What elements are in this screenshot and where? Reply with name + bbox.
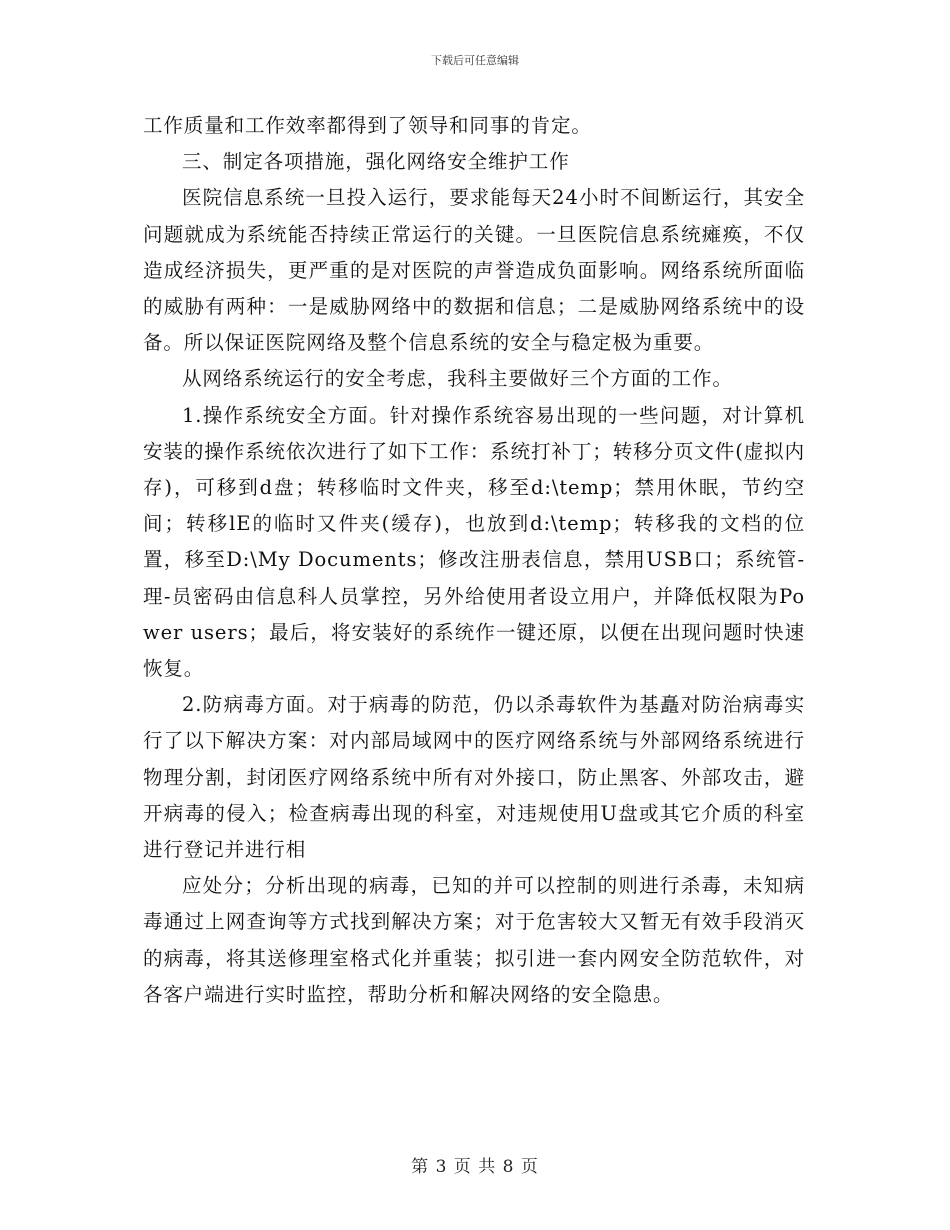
document-body: [143, 108, 805, 1013]
paragraph-1: 工作质量和工作效率都得到了领导和同事的肯定。: [143, 114, 592, 137]
page-number: [0, 1152, 950, 1177]
page-header: 下载后可任意编辑: [431, 54, 519, 67]
section-heading: 三、制定各项措施，强化网络安全维护工作: [182, 150, 570, 174]
paragraph-3: 医院信息系统一旦投入运行，要求能每天24小时不间断运行，其安全问题就成为系统能否持续正常运行的关键。一旦医院信息系统瘫痪，不仅造成经济损失，更严重的是对医院的声誉造成负面影响。网络系统所面临的威胁有两种：一是威胁网络中的数据和信息；二是威胁网络系统中的设备。所以保证医院网络及整个信息系统的安全与稳定极为重要。: [143, 186, 805, 355]
paragraph-antivirus: 2.防病毒方面。对于病毒的防范，仍以杀毒软件为基矗对防治病毒实行了以下解决方案：对内部局域网中的医疗网络系统与外部网络系统进行物理分割，封闭医疗网络系统中所有对外接口，防止黑客、外部攻击，避开病毒的侵入；检查病毒出现的科室，对违规使用U盘或其它介质的科室进行登记并进行相: [143, 693, 805, 862]
paragraph-os-security: 1.操作系统安全方面。针对操作系统容易出现的一些问题，对计算机安装的操作系统依次进行了如下工作：系统打补丁；转移分页文件(虚拟内存)，可移到d盘；转移临时文件夹，移至d:\temp；禁用休眠，节约空间；转移lE的临时又件夹(缓存)，也放到d:\temp；转移我的文档的位置，移至D:\My Documents；修改注册表信息，禁用USB口；系统管-理-员密码由信息科人员掌控，另外给使用者设立用户，并降低权限为Power users；最后，将安装好的系统作一键还原，以便在出现问题时快速恢复。: [143, 403, 805, 681]
paragraph-7: 应处分；分析出现的病毒，已知的并可以控制的则进行杀毒，未知病毒通过上网查询等方式找到解决方案；对于危害较大又暂无有效手段消灭的病毒，将其送修理室格式化并重装；拟引进一套内网安全防范软件，对各客户端进行实时监控，帮助分析和解决网络的安全隐患。: [143, 874, 805, 1006]
paragraph-4: 从网络系统运行的安全考虑，我科主要做好三个方面的工作。: [182, 367, 733, 391]
page-number-text: 第 3 页 共 8 页: [411, 1157, 539, 1177]
